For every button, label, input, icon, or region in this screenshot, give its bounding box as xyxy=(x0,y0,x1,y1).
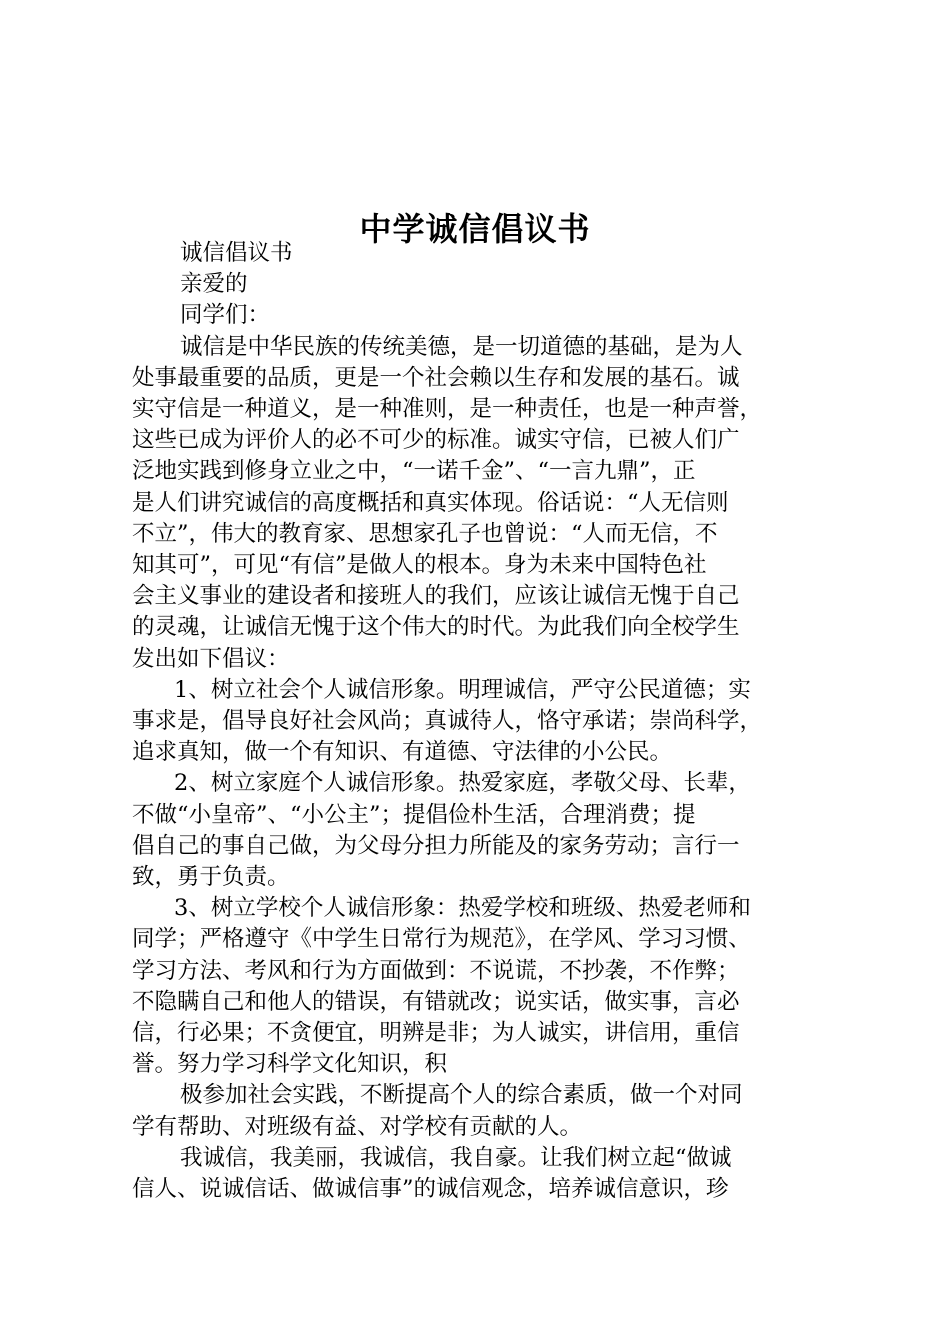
body-line: 同学们： xyxy=(180,302,271,329)
document-body xyxy=(132,238,832,1205)
body-line: 处事最重要的品质，更是一个社会赖以生存和发展的基石。诚 xyxy=(132,364,740,391)
body-line: 知其可”，可见“有信”是做人的根本。身为未来中国特色社 xyxy=(132,552,707,579)
body-line: 发出如下倡议： xyxy=(132,645,290,672)
body-line: 信，行必果；不贪便宜，明辨是非；为人诚实，讲信用，重信 xyxy=(132,1020,740,1047)
body-line: 学习方法、考风和行为方面做到：不说谎，不抄袭，不作弊； xyxy=(132,957,740,984)
body-line: 2、树立家庭个人诚信形象。热爱家庭，孝敬父母、长辈， xyxy=(174,770,751,797)
body-line: 实守信是一种道义，是一种准则，是一种责任，也是一种声誉， xyxy=(132,396,763,423)
body-line: 不立”，伟大的教育家、思想家孔子也曾说：“人而无信，不 xyxy=(132,520,718,547)
body-line: 会主义事业的建设者和接班人的我们，应该让诚信无愧于自己 xyxy=(132,583,740,610)
body-line: 信人、说诚信话、做诚信事”的诚信观念，培养诚信意识，珍 xyxy=(132,1176,729,1203)
body-line: 3、树立学校个人诚信形象：热爱学校和班级、热爱老师和 xyxy=(174,895,751,922)
body-line: 倡自己的事自己做，为父母分担力所能及的家务劳动；言行一 xyxy=(132,832,740,859)
body-line: 亲爱的 xyxy=(180,271,248,298)
body-line: 1、树立社会个人诚信形象。明理诚信，严守公民道德；实 xyxy=(174,676,751,703)
body-line: 致，勇于负责。 xyxy=(132,864,290,891)
body-line: 不隐瞒自己和他人的错误，有错就改；说实话，做实事，言必 xyxy=(132,988,740,1015)
body-line: 誉。努力学习科学文化知识，积 xyxy=(132,1051,448,1078)
body-line: 同学；严格遵守《中学生日常行为规范》，在学风、学习习惯、 xyxy=(132,926,751,953)
body-line: 极参加社会实践，不断提高个人的综合素质，做一个对同 xyxy=(180,1082,743,1109)
body-line: 不做“小皇帝”、“小公主”；提倡俭朴生活，合理消费；提 xyxy=(132,801,696,828)
body-line: 诚信倡议书 xyxy=(180,240,293,266)
body-line: 追求真知，做一个有知识、有道德、守法律的小公民。 xyxy=(132,739,673,766)
body-line: 泛地实践到修身立业之中，“一诺千金”、“一言九鼎”，正 xyxy=(132,458,696,485)
body-line: 诚信是中华民族的传统美德，是一切道德的基础，是为人 xyxy=(180,333,743,360)
body-line: 学有帮助、对班级有益、对学校有贡献的人。 xyxy=(132,1113,583,1140)
body-line: 这些已成为评价人的必不可少的标准。诚实守信，已被人们广 xyxy=(132,427,740,454)
document-title: 中学诚信倡议书 xyxy=(359,210,591,249)
body-line: 的灵魂，让诚信无愧于这个伟大的时代。为此我们向全校学生 xyxy=(132,614,740,641)
body-line: 是人们讲究诚信的高度概括和真实体现。俗话说：“人无信则 xyxy=(132,489,729,516)
body-line: 我诚信，我美丽，我诚信，我自豪。让我们树立起“做诚 xyxy=(180,1144,732,1171)
body-line: 事求是，倡导良好社会风尚；真诚待人，恪守承诺；崇尚科学， xyxy=(132,708,763,735)
